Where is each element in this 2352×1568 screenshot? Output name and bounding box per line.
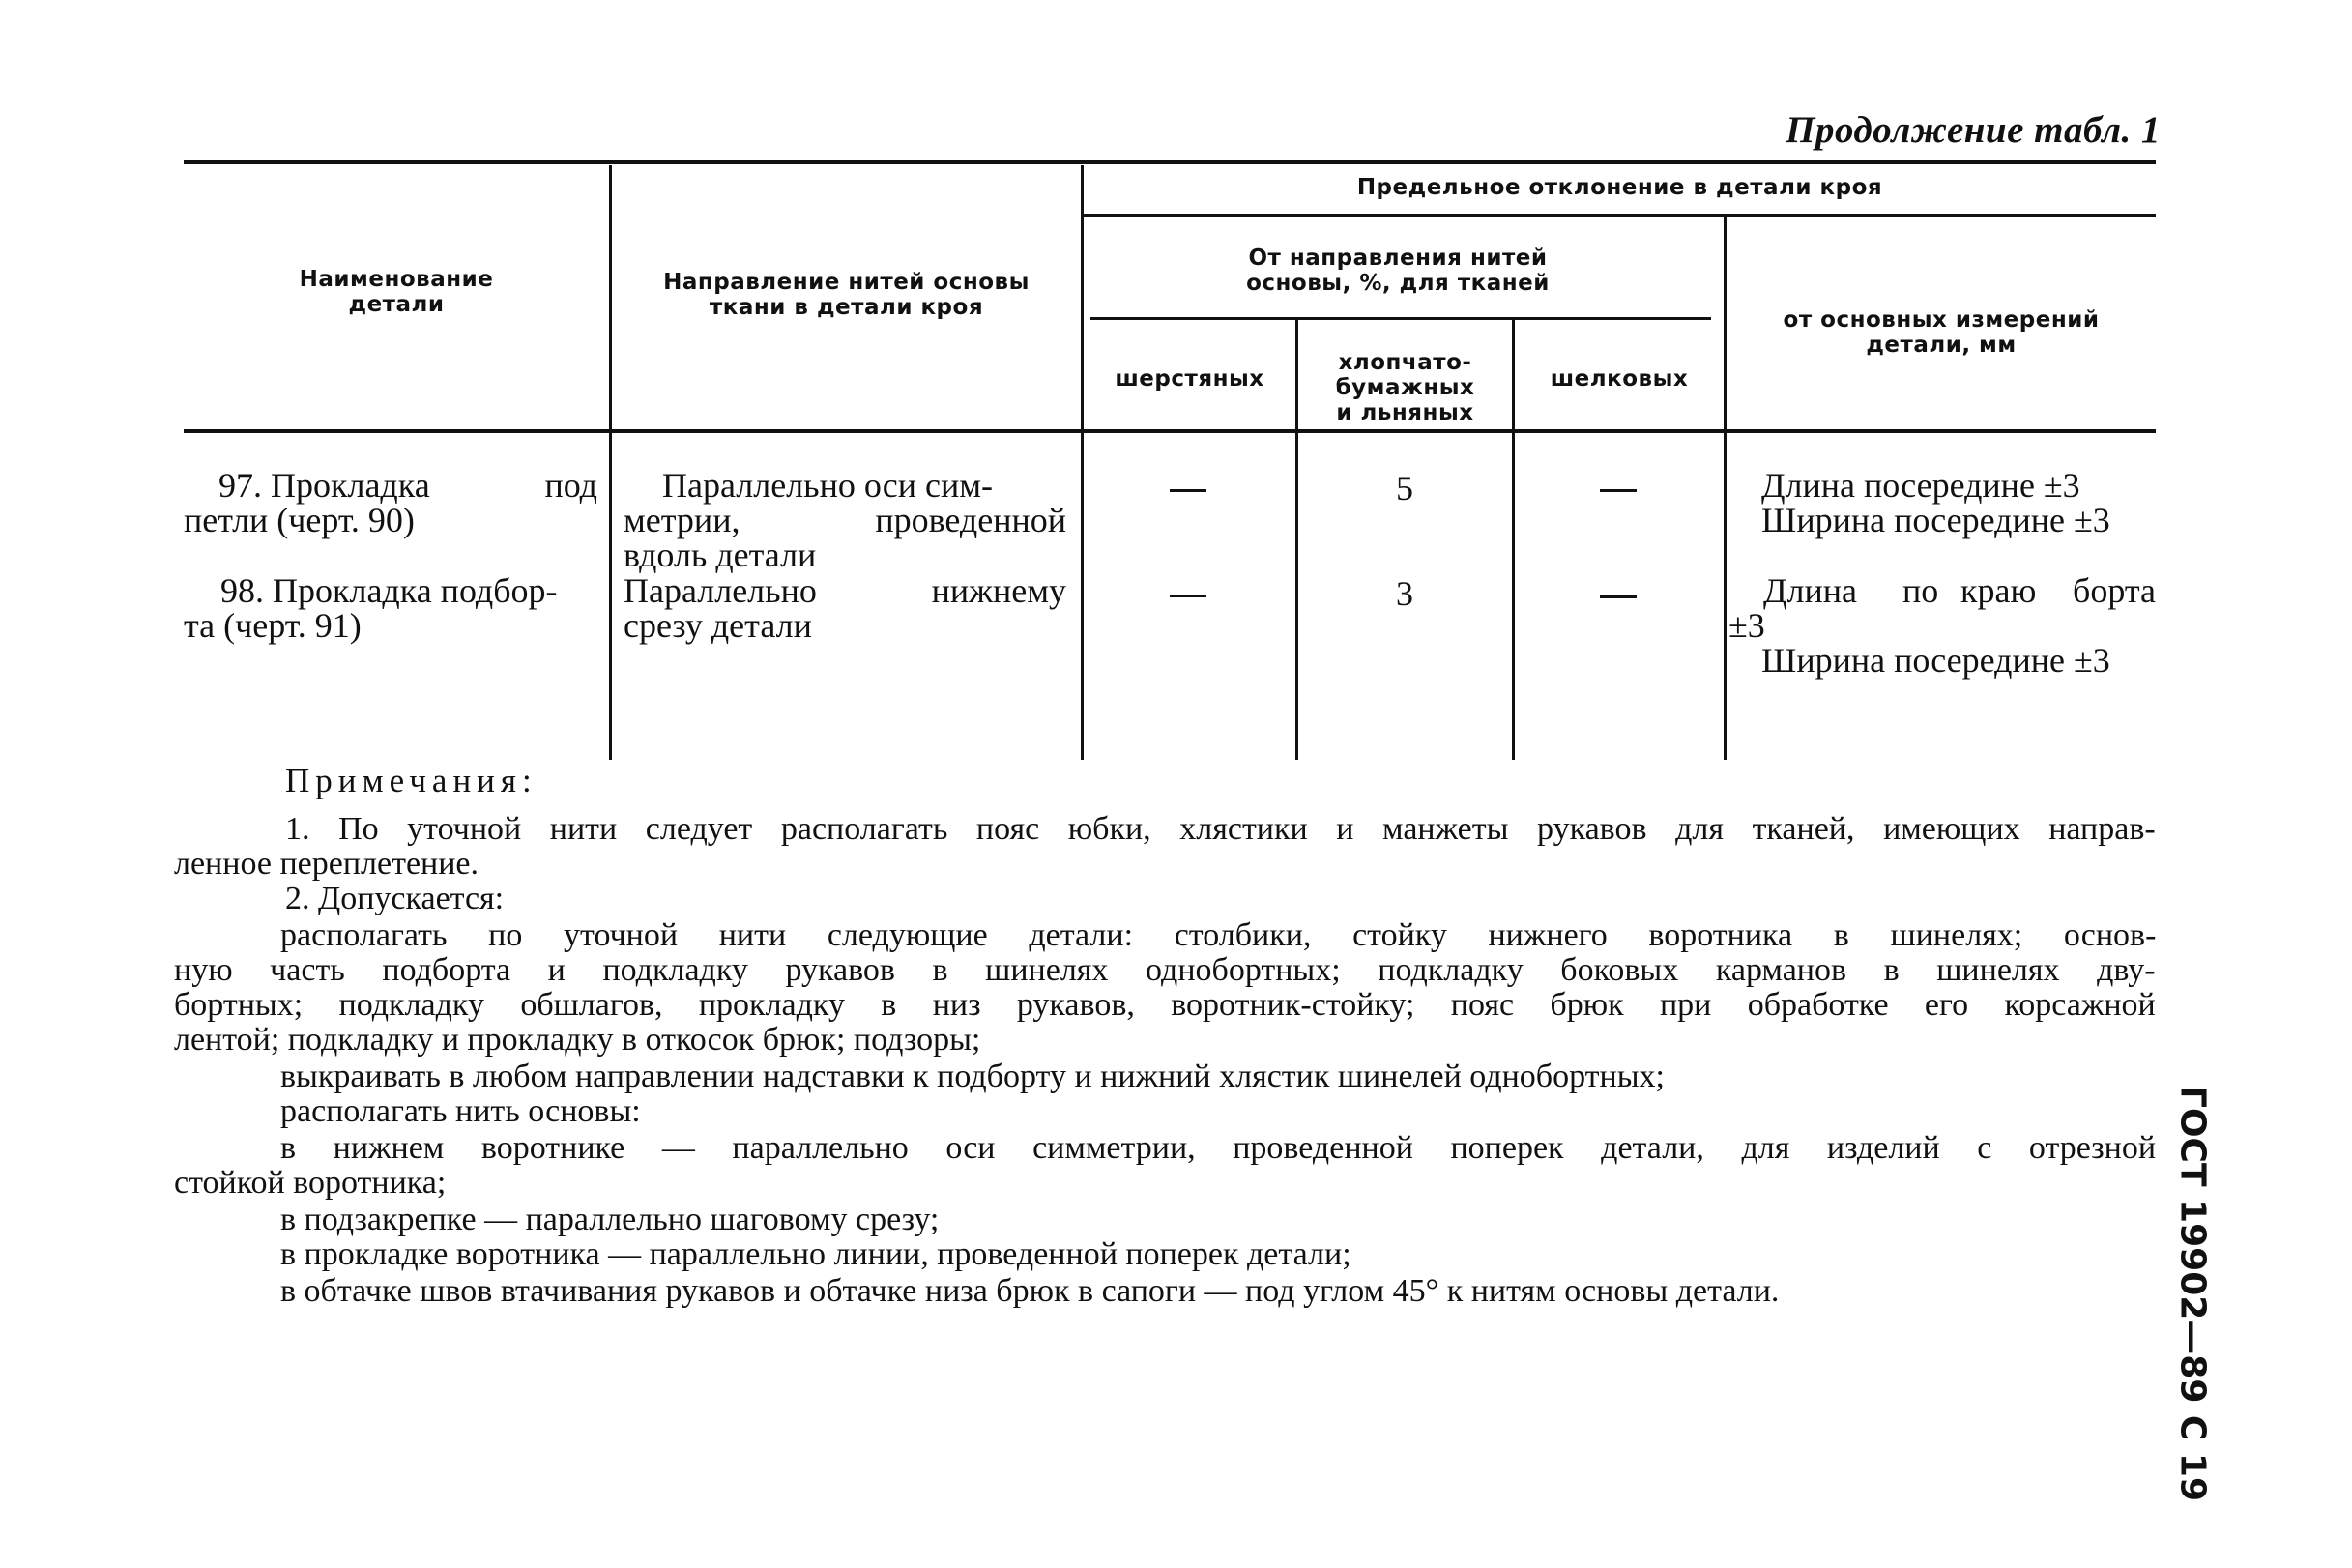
header-fabric-subgroup [1084,246,1712,296]
row-98-direction-line1-b: нижнему [931,571,1066,610]
group-header-rule [1081,214,2156,217]
header-part-name-line2: детали [348,292,445,317]
header-main-measurements-line2: детали, мм [1866,333,2017,358]
row-98-wool-dash [1170,595,1206,597]
notes-heading: Примечания: [285,762,537,799]
row-97-name-b: под [544,466,597,505]
row-97-measure [1761,468,2156,537]
row-98-name-line2: та (черт. 91) [184,606,362,645]
table-continuation-caption: Продолжение табл. 1 [1786,109,2161,151]
row-98-silk-dash [1600,595,1637,598]
note-line-4: располагать по уточной нити следующие детали: столбики, стойку нижнего воротника в шинелях; основ- [280,917,2157,953]
row-97-direction [624,468,1066,572]
row-98-measure-line2: ±3 [1728,606,1765,645]
row-98-name [184,573,597,643]
header-cotton-line3: и льняных [1336,400,1474,425]
header-part-name [184,267,609,317]
note-line-10: в нижнем воротнике — параллельно оси симметрии, проведенной поперек детали, для изделий с отрезной [280,1130,2157,1166]
row-97-measure-line2: Ширина посередине ±3 [1761,501,2110,539]
header-fabric-subgroup-line2: основы, %, для тканей [1246,271,1550,296]
note-line-9: располагать нить основы: [280,1093,641,1129]
col-divider-name [609,165,612,760]
row-98-direction [624,573,1066,643]
note-line-1: 1. По уточной нити следует располагать пояс юбки, хлястики и манжеты рукавов для тканей, имеющих направ- [285,811,2156,847]
row-97-name [184,468,597,537]
header-fabric-subgroup-line1: От направления нитей [1248,246,1548,271]
row-98-measure-c: краю [1960,571,2037,610]
note-line-11: стойкой воротника; [174,1165,447,1201]
header-silk [1515,366,1724,392]
note-line-8: выкраивать в любом направлении надставки к подборту и нижний хлястик шинелей однобортных; [280,1059,1666,1094]
row-97-direction-line1: Параллельно оси сим- [662,466,993,505]
header-wool-text: шерстяных [1115,366,1264,392]
note-line-2: ленное переплетение. [174,846,479,882]
row-97-name-a: 97. Прокладка [218,466,430,505]
row-98-cotton: 3 [1396,574,1413,613]
row-98-name-line1: 98. Прокладка подбор- [220,571,558,610]
row-98-measure-b: по [1902,571,1939,610]
note-line-3: 2. Допускается: [285,881,505,916]
row-97-direction-line2-a: метрии, [624,501,740,539]
header-deviation-group [1084,175,2156,200]
table-top-rule [184,160,2156,164]
header-cotton [1298,350,1512,425]
deviation-table [184,160,2156,760]
header-part-name-line1: Наименование [299,267,494,292]
row-98-measure-a: Длина [1763,571,1858,610]
row-97-silk-dash [1600,489,1637,492]
header-main-measurements [1727,307,2156,358]
side-running-header [2163,1086,2221,1501]
row-98-measure-line3: Ширина посередине ±3 [1761,641,2110,680]
row-97-direction-line2-b: проведенной [875,501,1066,539]
note-line-14: в обтачке швов втачивания рукавов и обтачке низа брюк в сапоги — под углом 45° к нитям основы детали. [280,1273,1780,1309]
header-cotton-line1: хлопчато- [1338,350,1472,375]
header-thread-direction-line2: ткани в детали кроя [709,295,984,320]
row-98-direction-line2: срезу детали [624,606,812,645]
row-97-measure-line1: Длина посередине ±3 [1761,466,2080,505]
row-97-wool-dash [1170,489,1206,492]
header-cotton-line2: бумажных [1335,375,1475,400]
note-line-5: ную часть подборта и подкладку рукавов в шинелях однобортных; подкладку боковых карманов в шинелях дву- [174,952,2156,988]
header-thread-direction-line1: Направление нитей основы [663,270,1030,295]
header-thread-direction [612,270,1081,320]
row-97-name-line2: петли (черт. 90) [184,501,415,539]
row-98-measure-d: борта [2073,571,2156,610]
col-divider-silk [1724,217,1727,760]
header-wool [1084,366,1295,392]
note-line-12: в подзакрепке — параллельно шаговому срезу; [280,1202,940,1237]
note-line-13: в прокладке воротника — параллельно линии, проведенной поперек детали; [280,1236,1351,1272]
header-bottom-rule [184,429,2156,433]
row-97-cotton: 5 [1396,469,1413,508]
standard-page-label: ГОСТ 19902—89 С 19 [2172,1086,2213,1501]
header-main-measurements-line1: от основных измерений [1783,307,2100,333]
row-98-measure [1728,573,2156,678]
subgroup-header-rule [1090,317,1711,320]
row-97-direction-line3: вдоль детали [624,536,817,574]
header-silk-text: шелковых [1550,366,1689,392]
row-98-direction-line1-a: Параллельно [624,571,817,610]
note-line-7: лентой; подкладку и прокладку в откосок брюк; подзоры; [174,1022,981,1058]
note-line-6: бортных; подкладку обшлагов, прокладку в низ рукавов, воротник-стойку; пояс брюк при обработке его корсажной [174,987,2156,1023]
header-deviation-group-text: Предельное отклонение в детали кроя [1356,175,1883,200]
